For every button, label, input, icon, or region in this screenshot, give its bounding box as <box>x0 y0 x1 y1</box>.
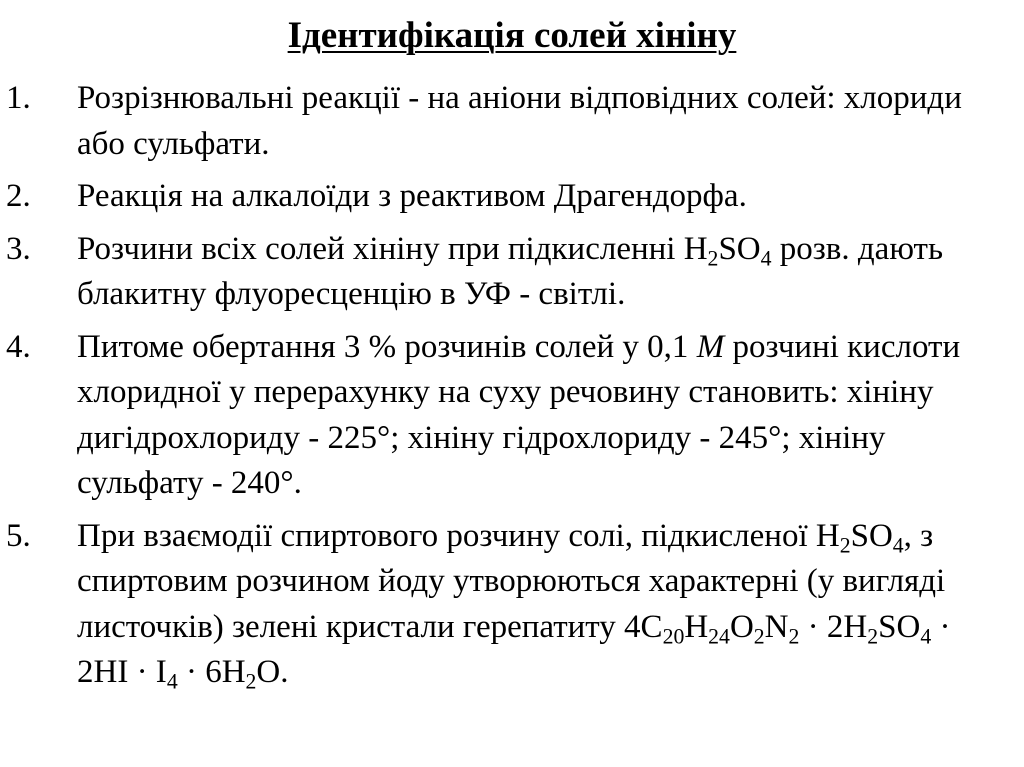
text-segment: SO <box>878 608 921 645</box>
text-segment: , з спиртовим розчином йоду утворюються характерні (у вигляді листочків) зелені кристали герепатиту 4C <box>77 517 946 645</box>
text-segment: O <box>729 608 754 645</box>
text-segment: · 2HI · I <box>77 608 951 690</box>
subscript: 24 <box>708 624 730 649</box>
list-item-1 <box>6 76 1006 167</box>
text-segment: O. <box>256 654 289 690</box>
list-item-number: 2. <box>6 178 31 214</box>
subscript: 20 <box>662 624 685 649</box>
list-item-text <box>77 231 943 313</box>
subscript: 4 <box>920 624 932 649</box>
text-segment: · 2H <box>799 608 868 645</box>
subscript: 2 <box>245 669 257 694</box>
list-item-number: 1. <box>6 80 31 116</box>
subscript: 2 <box>707 246 719 271</box>
subscript: 4 <box>892 533 904 558</box>
text-segment: Розчини всіх солей хініну при підкисленні H <box>77 230 708 267</box>
text-segment: N <box>764 608 789 645</box>
list-item-text <box>77 178 747 214</box>
list-item-3 <box>6 227 1006 318</box>
list-item-number: 5. <box>6 517 31 554</box>
subscript: 2 <box>753 624 765 649</box>
numbered-list <box>6 76 1006 703</box>
subscript: 2 <box>867 624 879 649</box>
text-segment: Питоме обертання 3 % розчинів солей у 0,1 <box>77 328 697 365</box>
italic-text: M <box>696 328 725 365</box>
subscript: 4 <box>166 669 178 694</box>
list-item-text <box>77 517 951 694</box>
text-segment: · 6H <box>177 654 246 690</box>
list-item-2 <box>6 174 1006 220</box>
text-segment: розв. дають блакитну флуоресценцію в УФ - світлі. <box>77 230 944 312</box>
list-item-text <box>77 80 962 162</box>
text-segment: SO <box>718 230 761 267</box>
text-segment: Розрізнювальні реакції - на аніони відповідних солей: хлориди або сульфати. <box>77 80 962 162</box>
text-segment: При взаємодії спиртового розчину солі, підкисленої H <box>77 517 840 554</box>
text-segment: Реакція на алкалоїди з реактивом Драгендорфа. <box>77 178 747 214</box>
subscript: 2 <box>839 533 851 558</box>
list-item-number: 3. <box>6 230 31 267</box>
subscript: 4 <box>760 246 772 271</box>
text-segment: H <box>684 608 709 645</box>
slide-title-container <box>0 10 1024 62</box>
list-item-number: 4. <box>6 328 31 365</box>
slide-title: Ідентифікація солей хініну <box>287 15 737 56</box>
list-item-5 <box>6 514 1006 696</box>
list-item-4 <box>6 325 1006 507</box>
text-segment: SO <box>850 517 893 554</box>
subscript: 2 <box>788 624 800 649</box>
text-segment: розчині кислоти хлоридної у перерахунку на суху речовину становить: хініну дигідрохлориду - 225°; хініну гідрохлориду - 245°; хініну сульфату - 240°. <box>77 328 961 501</box>
list-item-text <box>77 329 960 502</box>
